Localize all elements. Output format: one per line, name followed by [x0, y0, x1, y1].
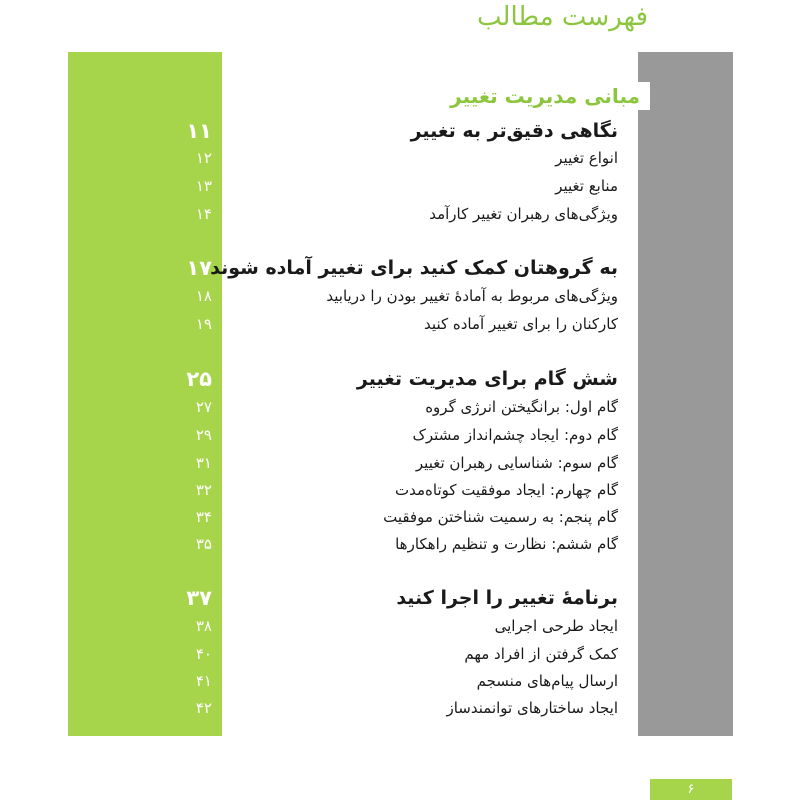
toc-subsection[interactable]: گام ششم: نظارت و تنظیم راهکارها [395, 535, 618, 553]
toc-page-number: ۱۷ [186, 256, 212, 280]
toc-subsection[interactable]: ارسال پیام‌های منسجم [476, 672, 618, 690]
toc-page-number: ۳۷ [186, 586, 212, 610]
toc-subsection[interactable]: ایجاد طرحی اجرایی [494, 617, 618, 635]
toc-subsection[interactable]: ویژگی‌های رهبران تغییر کارآمد [429, 205, 618, 223]
toc-page-number: ۴۱ [195, 672, 212, 690]
part-tab [638, 52, 733, 736]
toc-chapter-title[interactable]: برنامهٔ تغییر را اجرا کنید [396, 587, 618, 609]
toc-subsection[interactable]: ایجاد ساختارهای توانمندساز [446, 699, 618, 717]
footer-page-number: ۶ [650, 779, 732, 800]
toc-page-number: ۱۲ [195, 149, 212, 167]
toc-subsection[interactable]: گام دوم: ایجاد چشم‌انداز مشترک [412, 426, 618, 444]
toc-page-number: ۱۴ [195, 205, 212, 223]
part-title: مبانی مدیریت تغییر [444, 82, 650, 110]
toc-subsection[interactable]: کارکنان را برای تغییر آماده کنید [424, 315, 618, 333]
toc-page-number: ۴۰ [195, 645, 212, 663]
toc-subsection[interactable]: منابع تغییر [555, 177, 618, 195]
toc-subsection[interactable]: گام چهارم: ایجاد موفقیت کوتاه‌مدت [394, 481, 618, 499]
toc-page-number: ۲۷ [195, 398, 212, 416]
toc-page-number: ۲۹ [195, 426, 212, 444]
toc-subsection[interactable]: انواع تغییر [555, 149, 618, 167]
toc-page-number: ۱۹ [195, 315, 212, 333]
toc-page-number: ۳۵ [195, 535, 212, 553]
toc-page-number: ۳۲ [195, 481, 212, 499]
toc-subsection[interactable]: گام اول: برانگیختن انرژی گروه [425, 398, 618, 416]
toc-page-number: ۱۳ [195, 177, 212, 195]
toc-page-number: ۳۸ [195, 617, 212, 635]
toc-subsection[interactable]: گام پنجم: به رسمیت شناختن موفقیت [383, 508, 618, 526]
toc-page-number: ۳۱ [195, 454, 212, 472]
toc-subsection[interactable]: کمک گرفتن از افراد مهم [464, 645, 618, 663]
toc-page-number: ۱۸ [195, 287, 212, 305]
page-title: فهرست مطالب [477, 2, 648, 32]
toc-page-number: ۳۴ [195, 508, 212, 526]
toc-subsection[interactable]: ویژگی‌های مربوط به آمادهٔ تغییر بودن را دریابید [326, 287, 618, 305]
toc-chapter-title[interactable]: به گروهتان کمک کنید برای تغییر آماده شوند [210, 257, 618, 279]
toc-subsection[interactable]: گام سوم: شناسایی رهبران تغییر [415, 454, 618, 472]
toc-page-number: ۱۱ [186, 119, 212, 143]
toc-chapter-title[interactable]: شش گام برای مدیریت تغییر [356, 368, 618, 390]
toc-chapter-title[interactable]: نگاهی دقیق‌تر به تغییر [410, 120, 618, 142]
toc-page-number: ۲۵ [186, 367, 212, 391]
toc-page-number: ۴۲ [195, 699, 212, 717]
